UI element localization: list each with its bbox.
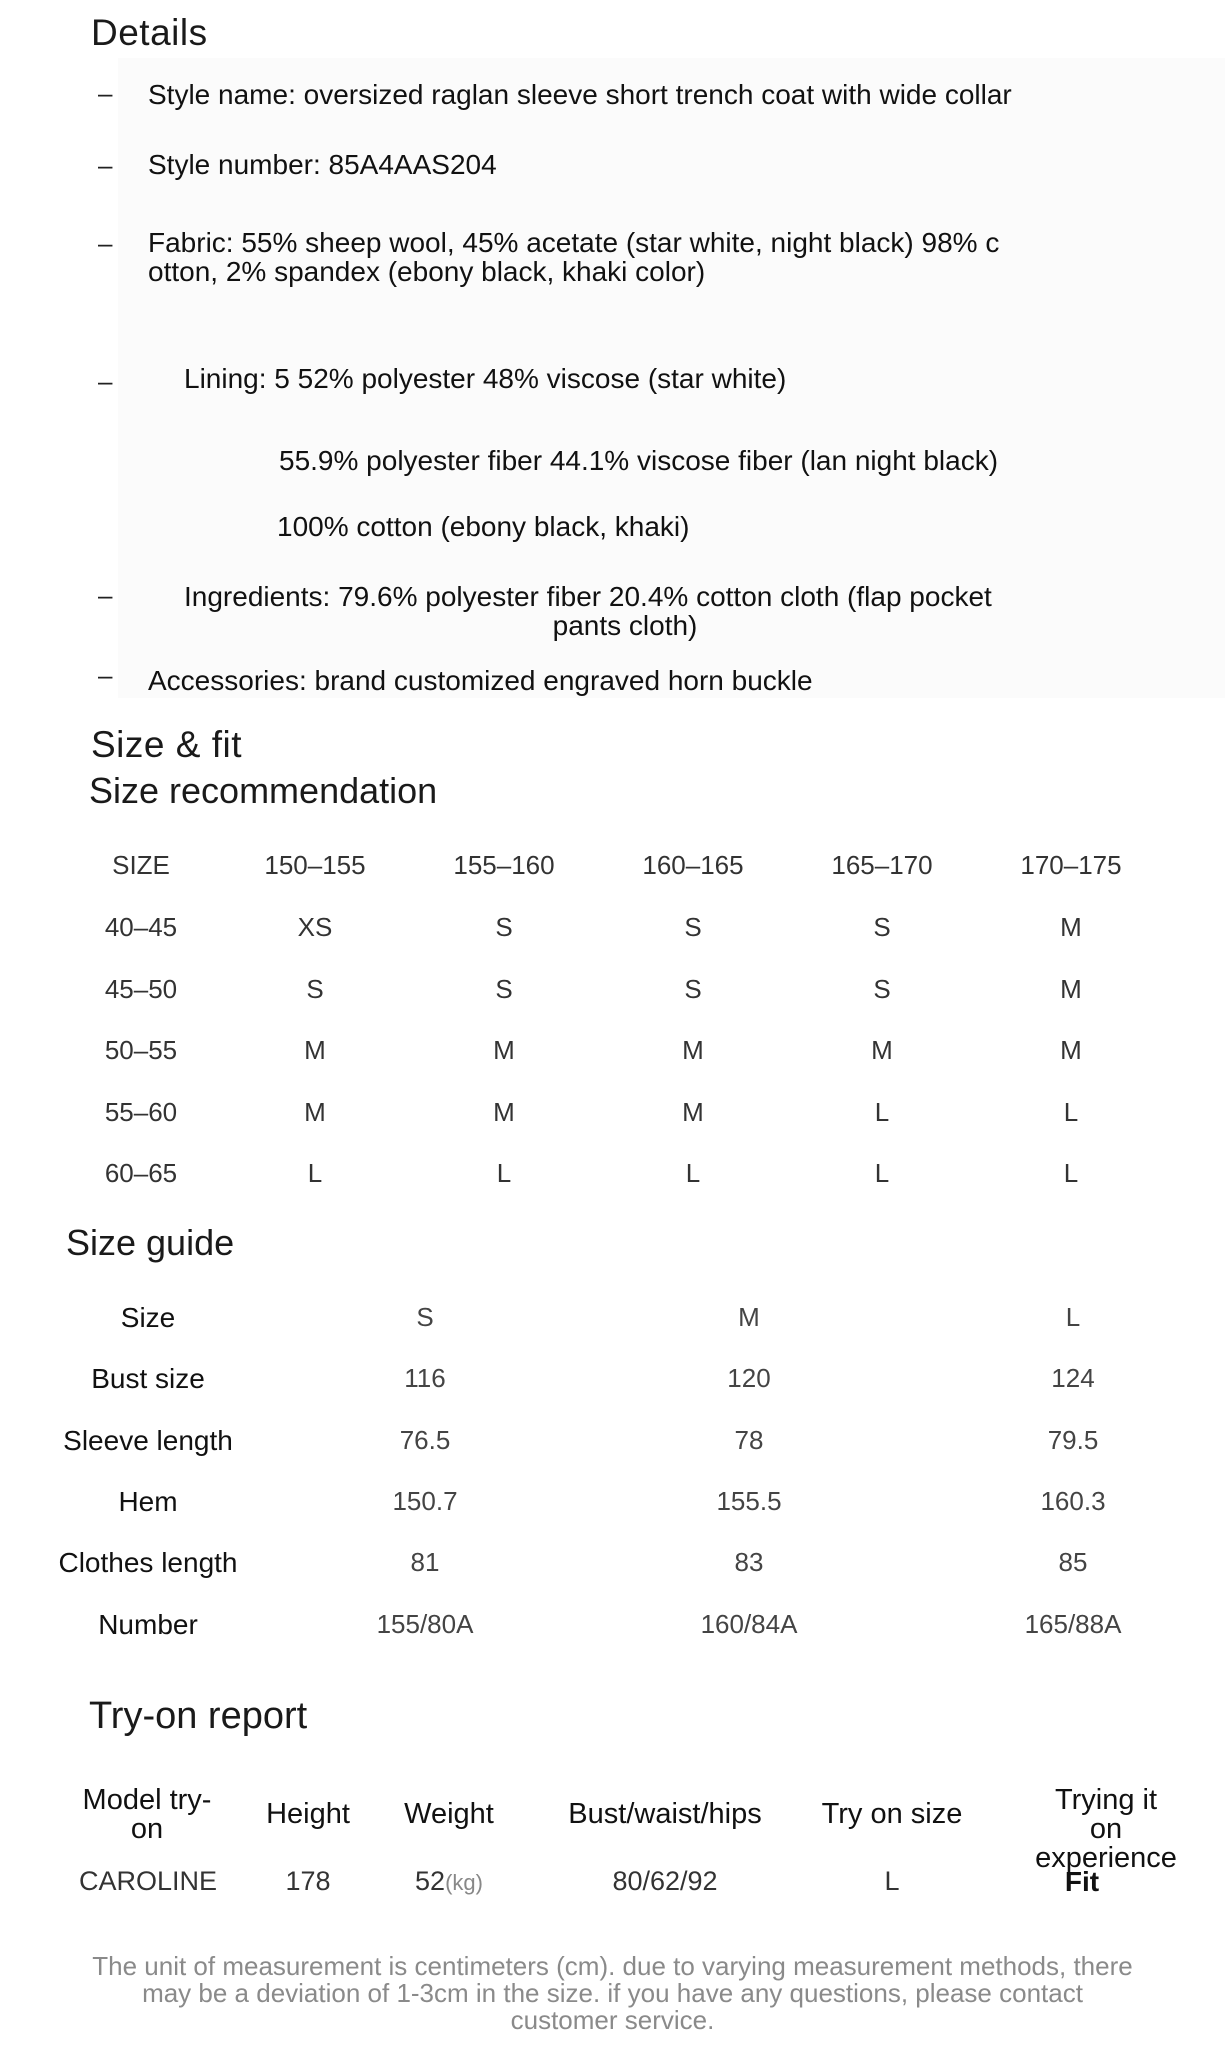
rec-size-cell: S xyxy=(684,912,702,942)
lining-ebony-khaki-text: 100% cotton (ebony black, khaki) xyxy=(277,511,690,542)
bullet-dash: – xyxy=(98,228,113,258)
rec-size-cell: S xyxy=(495,912,513,942)
guide-value-cell: 150.7 xyxy=(392,1485,458,1516)
rec-size-cell: M xyxy=(682,1035,704,1065)
rec-size-cell: M xyxy=(304,1096,326,1127)
size-fit-heading: Size & fit xyxy=(91,724,242,765)
disclaimer-line2: may be a deviation of 1-3cm in the size. if you have any questions, please contact xyxy=(142,1978,1083,2008)
guide-value-cell: 120 xyxy=(727,1363,771,1394)
model-try-on-size: L xyxy=(884,1866,900,1896)
model-weight-value: 52 xyxy=(415,1866,446,1896)
measurement-disclaimer xyxy=(0,1953,1225,2034)
rec-size-cell: M xyxy=(304,1035,326,1065)
style-name-text: Style name: oversized raglan sleeve short trench coat with wide collar xyxy=(148,79,1012,110)
model-weight-unit: (kg) xyxy=(445,1870,483,1895)
guide-value-cell: 155.5 xyxy=(716,1485,782,1516)
rec-size-cell: M xyxy=(1060,973,1082,1004)
guide-value-cell: 155/80A xyxy=(376,1608,474,1639)
rec-weight-range: 55–60 xyxy=(104,1096,178,1127)
header-bust-waist-hips: Bust/waist/hips xyxy=(568,1798,762,1830)
rec-size-cell: M xyxy=(1060,1035,1082,1065)
guide-row-label: Size xyxy=(120,1302,176,1333)
rec-size-cell: S xyxy=(495,973,513,1004)
guide-value-cell: 85 xyxy=(1058,1547,1088,1578)
disclaimer-line3: customer service. xyxy=(510,2005,715,2035)
guide-value-cell: 81 xyxy=(410,1547,440,1578)
guide-row-label: Clothes length xyxy=(58,1547,238,1579)
rec-header-height-range: 170–175 xyxy=(1020,850,1122,880)
guide-value-cell: 165/88A xyxy=(1024,1608,1122,1639)
rec-size-cell: L xyxy=(874,1158,890,1188)
rec-size-cell: S xyxy=(306,973,324,1004)
size-guide-heading: Size guide xyxy=(66,1222,235,1263)
header-height: Height xyxy=(266,1798,350,1830)
header-experience-line2: experience xyxy=(1035,1842,1177,1874)
model-weight xyxy=(415,1866,483,1897)
guide-value-cell: 116 xyxy=(404,1363,446,1394)
rec-size-cell: L xyxy=(496,1158,512,1188)
header-model-try-on xyxy=(83,1786,212,1844)
size-recommendation-heading: Size recommendation xyxy=(89,770,438,811)
lining-text: Lining: 5 52% polyester 48% viscose (star white) xyxy=(184,363,787,394)
bullet-dash: – xyxy=(98,150,113,180)
rec-header-height-range: 155–160 xyxy=(453,850,555,880)
rec-size-cell: L xyxy=(685,1158,701,1188)
rec-header-height-range: 165–170 xyxy=(831,850,933,880)
rec-size-cell: S xyxy=(873,912,891,942)
bullet-dash: – xyxy=(98,78,113,108)
guide-row-label: Sleeve length xyxy=(63,1424,233,1456)
style-number-text: Style number: 85A4AAS204 xyxy=(148,149,497,180)
disclaimer-line1: The unit of measurement is centimeters (cm). due to varying measurement methods, there xyxy=(92,1951,1133,1981)
try-on-report-heading: Try-on report xyxy=(89,1695,308,1737)
header-experience-line1: Trying it on xyxy=(1054,1784,1158,1845)
header-weight: Weight xyxy=(404,1798,494,1830)
header-model-line1: Model try- xyxy=(82,1784,212,1816)
rec-size-cell: L xyxy=(307,1158,323,1188)
model-bust-waist-hips: 80/62/92 xyxy=(612,1866,718,1896)
rec-header-height-range: 150–155 xyxy=(264,850,366,880)
rec-weight-range: 45–50 xyxy=(104,973,178,1004)
rec-size-cell: XS xyxy=(297,912,333,942)
header-experience xyxy=(1035,1786,1177,1873)
guide-value-cell: M xyxy=(738,1302,760,1332)
rec-size-cell: M xyxy=(493,1035,515,1065)
guide-value-cell: 83 xyxy=(734,1547,764,1578)
rec-size-cell: L xyxy=(1063,1158,1079,1188)
model-height: 178 xyxy=(285,1866,331,1896)
bullet-dash: – xyxy=(98,580,113,610)
guide-value-cell: S xyxy=(416,1302,434,1332)
ingredients-text-line1: Ingredients: 79.6% polyester fiber 20.4% cotton cloth (flap pocket xyxy=(184,581,992,612)
fabric-text-line1: Fabric: 55% sheep wool, 45% acetate (star white, night black) 98% c xyxy=(148,227,1000,258)
header-model-line2: on xyxy=(130,1813,164,1845)
rec-weight-range: 60–65 xyxy=(104,1158,178,1188)
rec-size-cell: M xyxy=(871,1035,893,1065)
guide-value-cell: 78 xyxy=(734,1424,764,1455)
guide-value-cell: 76.5 xyxy=(399,1424,451,1455)
guide-value-cell: 160.3 xyxy=(1040,1485,1106,1516)
bullet-dash: – xyxy=(98,660,113,690)
guide-value-cell: 124 xyxy=(1051,1363,1095,1394)
ingredients-text-line2: pants cloth) xyxy=(552,610,698,641)
model-name: CAROLINE xyxy=(78,1866,218,1896)
guide-row-label: Number xyxy=(98,1608,198,1640)
rec-size-cell: L xyxy=(1063,1096,1079,1127)
guide-row-label: Bust size xyxy=(91,1363,205,1395)
guide-row-label: Hem xyxy=(118,1485,178,1517)
rec-weight-range: 40–45 xyxy=(104,912,178,942)
rec-size-cell: M xyxy=(682,1096,704,1127)
rec-size-cell: S xyxy=(684,973,702,1004)
model-experience: Fit xyxy=(1064,1866,1100,1897)
rec-size-cell: M xyxy=(1060,912,1082,942)
bullet-dash: – xyxy=(98,366,113,396)
rec-header-height-range: 160–165 xyxy=(642,850,744,880)
rec-weight-range: 50–55 xyxy=(104,1035,178,1065)
guide-value-cell: 79.5 xyxy=(1047,1424,1099,1455)
rec-size-cell: L xyxy=(874,1096,890,1127)
details-heading: Details xyxy=(91,12,208,53)
rec-header-size: SIZE xyxy=(112,850,170,880)
lining-night-black-text: 55.9% polyester fiber 44.1% viscose fiber (lan night black) xyxy=(279,445,999,476)
header-try-on-size: Try on size xyxy=(821,1798,963,1830)
guide-value-cell: L xyxy=(1065,1302,1081,1332)
rec-size-cell: S xyxy=(873,973,891,1004)
guide-value-cell: 160/84A xyxy=(700,1608,798,1639)
fabric-text-line2: otton, 2% spandex (ebony black, khaki color) xyxy=(148,256,706,287)
accessories-text: Accessories: brand customized engraved horn buckle xyxy=(148,665,813,696)
rec-size-cell: M xyxy=(493,1096,515,1127)
